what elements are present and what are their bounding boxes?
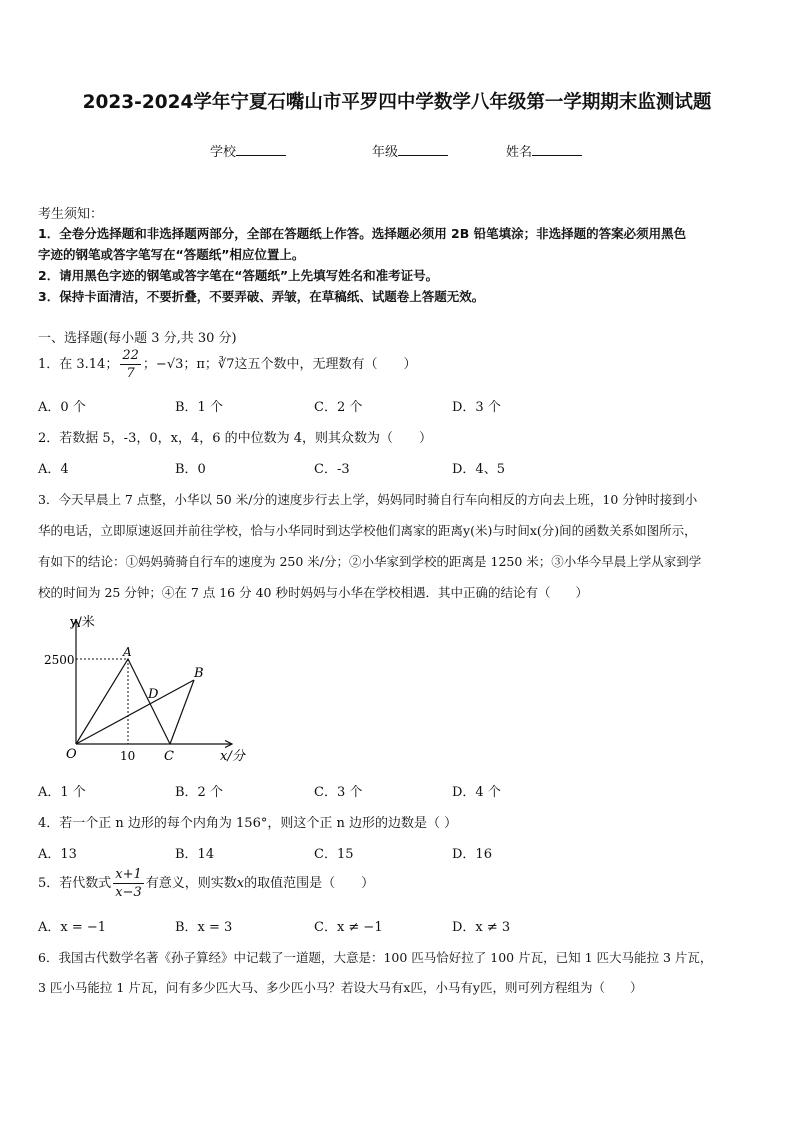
option-a[interactable]: A．x = −1 [38,920,107,935]
question-3-line: 华的电话，立即原速返回并前往学校，恰与小华同时到达学校他们离家的距离y(米)与时间x(分)间的函数关系如图所示， [38,523,697,538]
notice-heading: 考生须知： [38,207,104,222]
option-d[interactable]: D．3 个 [452,400,501,415]
option-d[interactable]: D．4、5 [452,462,505,477]
notice-item: 字迹的钢笔或答字笔写在“答题纸”相应位置上。 [38,247,305,262]
option-a[interactable]: A．0 个 [38,400,86,415]
school-blank[interactable] [236,144,286,156]
grade-field: 年级 [372,141,448,160]
question-1: 1．在 3.14； $\frac{22}{7}$ ；−√3；π；∛7这五个数中，无理数有（ ） [38,348,417,381]
y-axis-label: y/米 [70,615,95,630]
page-title: 2023-2024学年宁夏石嘴山市平罗四中学数学八年级第一学期期末监测试题 [82,92,712,113]
point-label-b: B [194,666,204,681]
question-2: 2．若数据 5，-3，0，x，4，6 的中位数为 4，则其众数为（ ） [38,431,433,446]
name-blank[interactable] [532,144,582,156]
option-c[interactable]: C．3 个 [314,785,363,800]
option-c[interactable]: C．-3 [314,462,350,477]
option-d[interactable]: D．x ≠ 3 [452,920,511,935]
grade-blank[interactable] [398,144,448,156]
segment-c-b [170,680,194,744]
cube-root: ∛7 [217,357,235,372]
option-b[interactable]: B．x = 3 [175,920,233,935]
fraction: $\frac{22}{7}$ [122,348,139,381]
name-field: 姓名 [506,141,582,160]
x-axis-label: x/分 [220,749,245,764]
question-5: 5．若代数式 $\frac{x+1}{x-3}$ 有意义，则实数x的取值范围是（ ） [38,867,375,900]
question-6-line: 3 匹小马能拉 1 片瓦，问有多少匹大马、多少匹小马？若设大马有x匹，小马有y匹，则可列方程组为（ ） [38,980,643,995]
question-3-line: 3．今天早晨上 7 点整，小华以 50 米/分的速度步行去上学，妈妈同时骑自行车向相反的方向去上班，10 分钟时接到小 [38,492,698,507]
notice-item: 2．请用黑色字迹的钢笔或答字笔在“答题纸”上先填写姓名和准考证号。 [38,268,439,283]
point-label-o: O [66,747,77,762]
option-a[interactable]: A．1 个 [38,785,86,800]
option-c[interactable]: C．x ≠ −1 [314,920,383,935]
question-3-line: 有如下的结论：①妈妈骑骑自行车的速度为 250 米/分；②小华家到学校的距离是 1250 米；③小华今早晨上学从家到学 [38,554,702,569]
segment-o-b [76,680,194,744]
question-3-line: 校的时间为 25 分钟；④在 7 点 16 分 40 秒时妈妈与小华在学校相遇．其中正确的结论有（ ） [38,585,588,600]
option-b[interactable]: B．1 个 [175,400,223,415]
x-tick-label: 10 [120,749,136,763]
question-6-line: 6．我国古代数学名著《孙子算经》中记载了一道题，大意是：100 匹马恰好拉了 100 片瓦，已知 1 匹大马能拉 3 片瓦， [38,950,713,965]
option-d[interactable]: D．4 个 [452,785,501,800]
option-b[interactable]: B．14 [175,847,215,862]
option-a[interactable]: A．13 [38,847,77,862]
option-d[interactable]: D．16 [452,847,492,862]
distance-time-graph [36,608,256,770]
fraction: $\frac{x+1}{x-3}$ [115,867,142,900]
school-field: 学校 [210,141,286,160]
option-b[interactable]: B．2 个 [175,785,223,800]
notice-item: 3．保持卡面清洁，不要折叠，不要弄破、弄皱，在草稿纸、试题卷上答题无效。 [38,289,485,304]
point-label-a: A [123,645,132,659]
y-tick-label: 2500 [44,653,75,667]
neg-sqrt: −√3 [155,357,184,372]
section-heading: 一、选择题(每小题 3 分,共 30 分) [38,331,237,346]
question-4: 4．若一个正 n 边形的每个内角为 156°，则这个正 n 边形的边数是（ ） [38,816,458,831]
option-c[interactable]: C．2 个 [314,400,363,415]
point-label-c: C [164,749,174,764]
option-c[interactable]: C．15 [314,847,354,862]
option-a[interactable]: A．4 [38,462,69,477]
notice-item: 1．全卷分选择题和非选择题两部分，全部在答题纸上作答。选择题必须用 2B 铅笔填涂；非选择题的答案必须用黑色 [38,226,687,241]
option-b[interactable]: B．0 [175,462,206,477]
point-label-d: D [148,687,159,702]
